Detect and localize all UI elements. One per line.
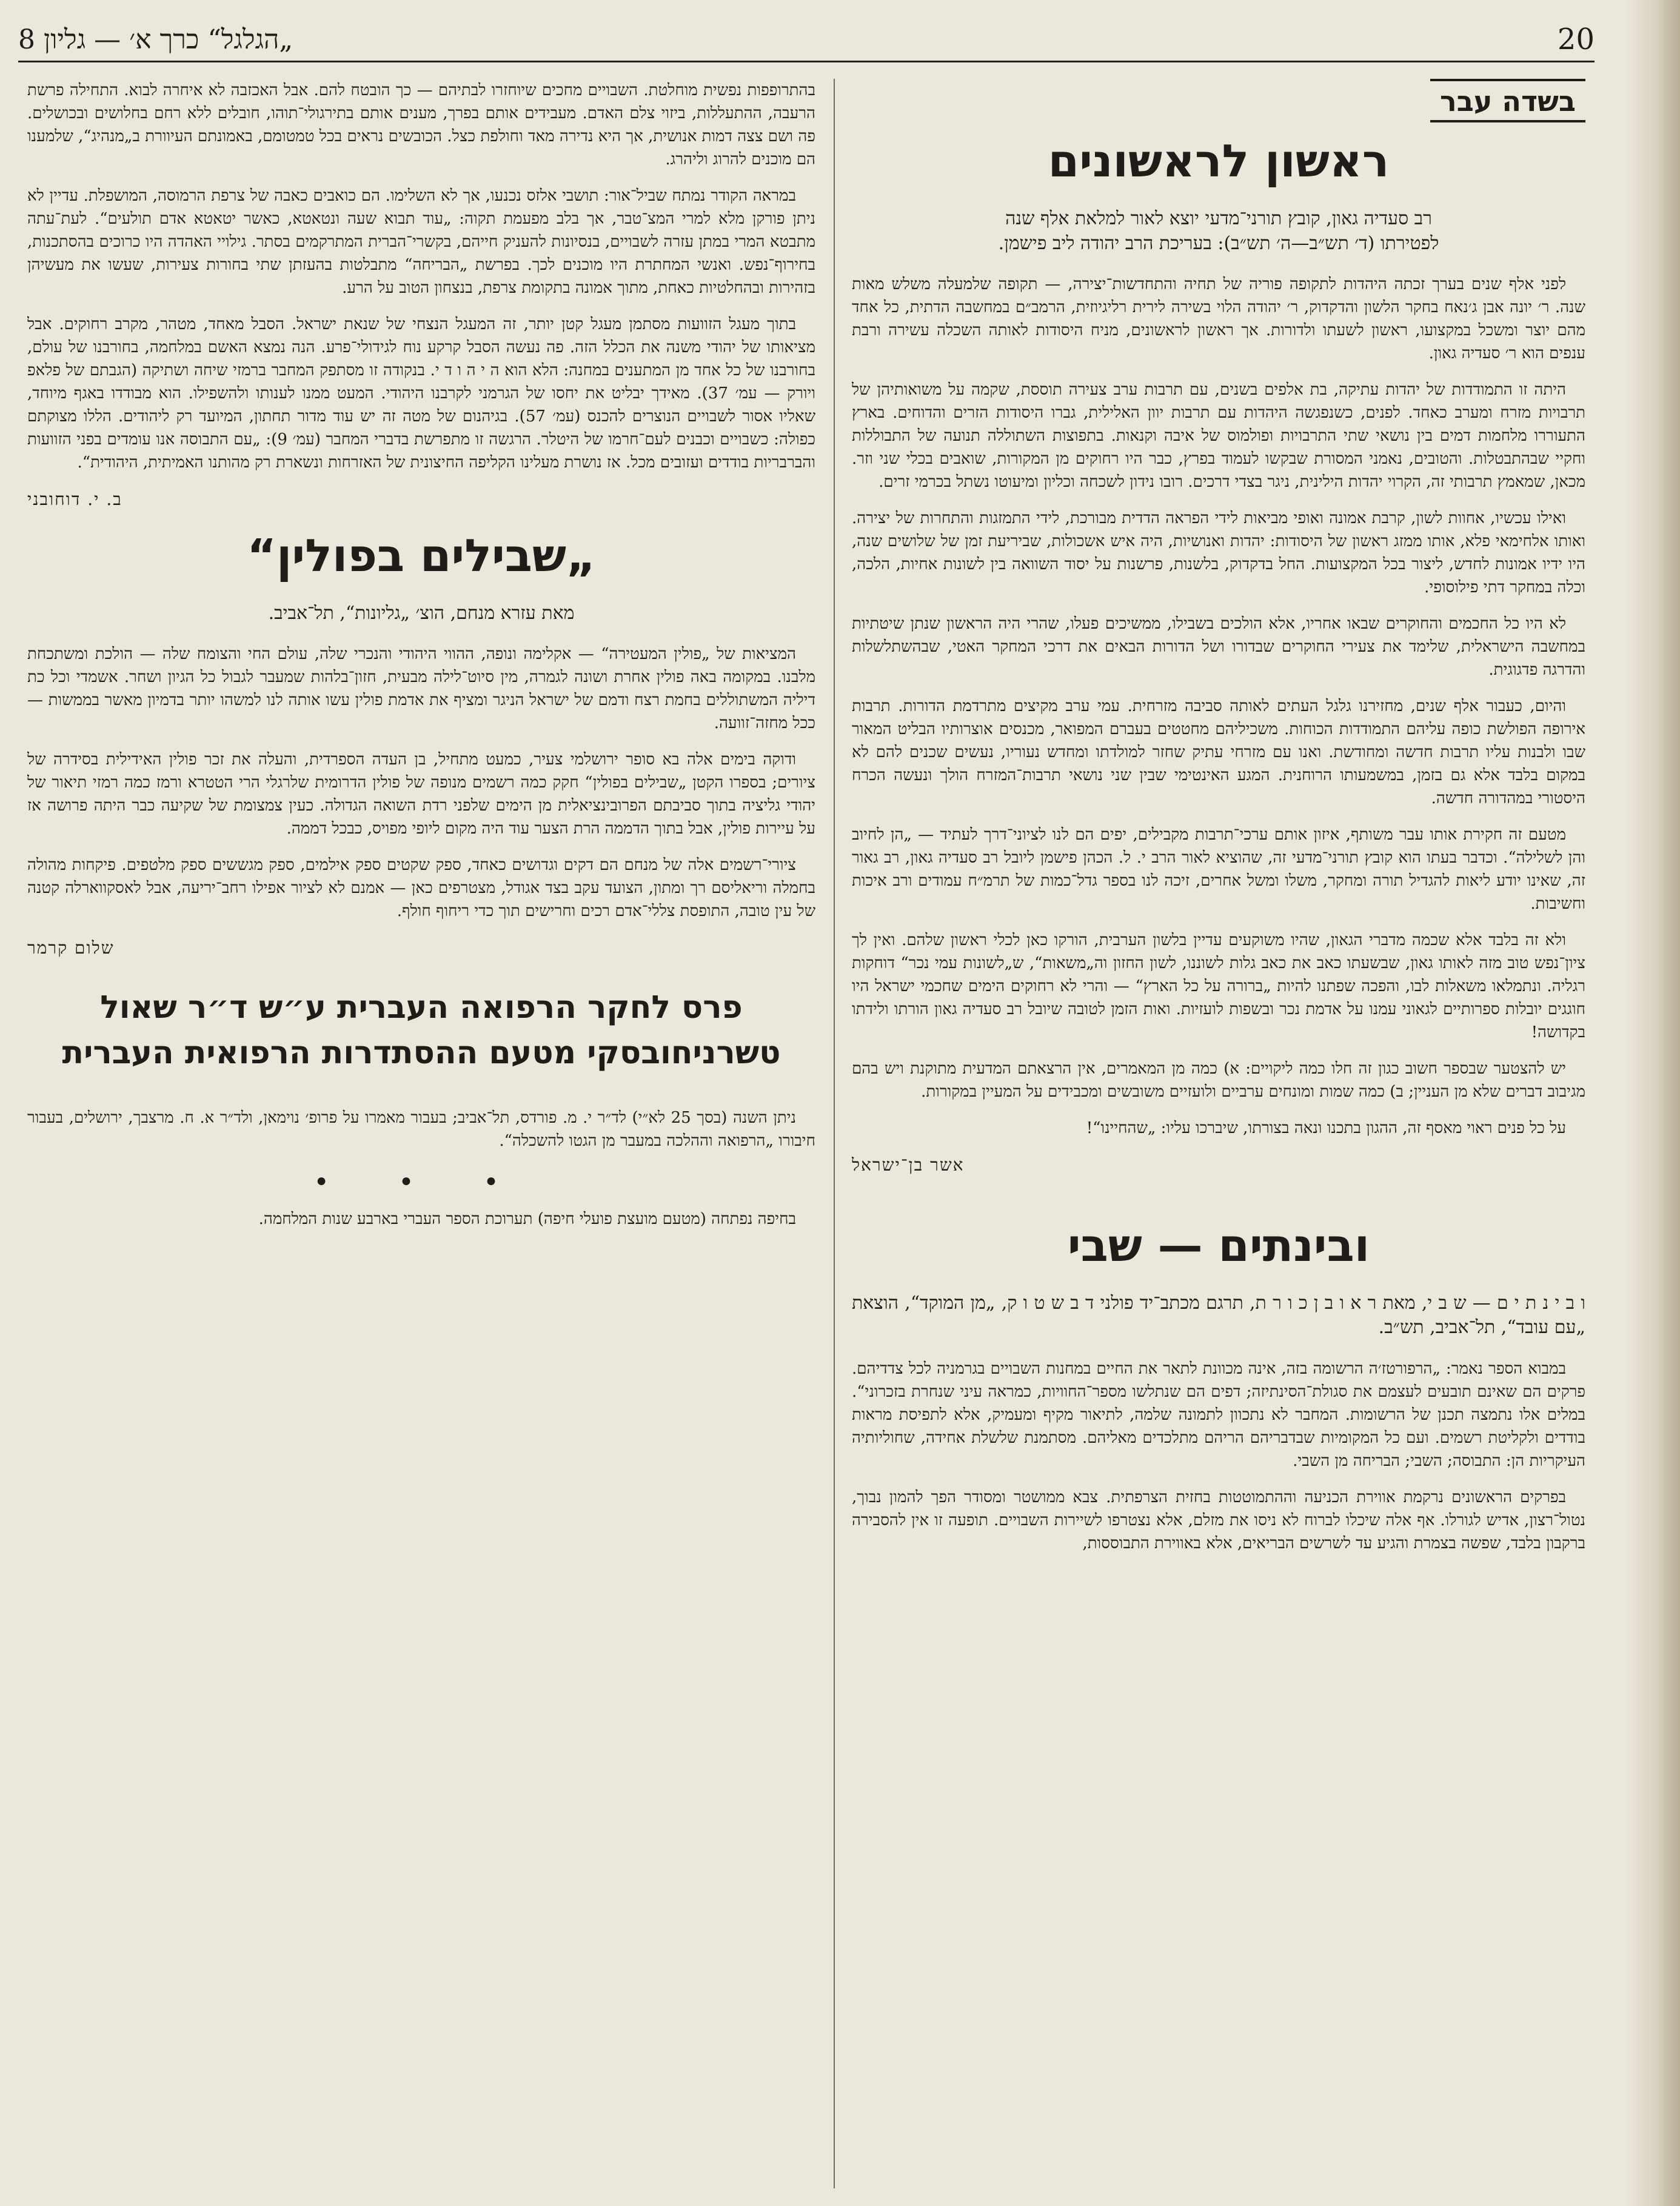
paragraph: בחיפה נפתחה (מטעם מועצת פועלי חיפה) תערוכת הספר העברי בארבע שנות המלחמה. (258, 1209, 796, 1228)
left-column (27, 79, 815, 2194)
paragraph: והיום, כעבור אלף שנים, מחזירנו גלגל העתים לאותה סביבה מזרחית. עמי ערב מקיצים מתרדמת הדורות. תרבות אירופה הפולשת כופה עליהם התמודדות הכוחות. משכיליהם מחטטים בעברם המפואר, מכנסים אוצרותיו הבליט המאור שבו ולבנות עליו תרבות חדשה ומחודשת. ואנו עם מזרחי עתיק שחזר למולדתו ומחדש נעוריו, נעשים שכנים להם לא במקום בלבד אלא גם בזמן, במשמעותו הרוחנית. המגע האינטימי שבין שני נושאי תרבות־המזרח הולך ונעשה הכרח היסטורי במהדורה חדשה. (852, 697, 1585, 808)
separator-dots: • • • (313, 1167, 529, 1198)
paragraph: לפני אלף שנים בערך זכתה היהדות לתקופה פוריה של תחיה והתחדשות־יצירה, — תקופה שלמעלה משלש מאות שנה. ר׳ יונה אבן ג׳נאח בחקר הלשון והדקדוק, ר׳ יהודה הלוי בשירה לירית רליגיוזית, הרמב״ם במחשבה הדתית, כל אחד מהם יוצר ומשכל במקצועו, ראשון לשעתו ולדורות. אך ראשון לראשונים, מניח היסודות לאותה השכלה עשירה ורבת ענפים הוא ר׳ סעדיה גאון. (852, 275, 1585, 363)
article-subtitle: לפטירתו (ד׳ תש״ב—ה׳ תש״ב): בעריכת הרב יהודה ליב פישמן. (998, 232, 1439, 254)
running-title: „הגלגל“ כרך א׳ — גליון 8 (18, 24, 293, 55)
paragraph: בפרקים הראשונים נרקמת אווירת הכניעה וההתמוטטות בחזית הצרפתית. צבא ממושטר ומסודר הפך להמון נבוך, נטול־רצון, אדיש לגורלו. אף אלה שיכלו לברוח לא ניסו את מזלם, אלא נצטרפו לשיירות השבויים. תופעה זו אין להסבירה ברקבון בלבד, שפשה בצמרת והגיע עד לשרשים הבריאים, אלא באווירת התבוססות, (852, 1488, 1585, 1553)
column-divider (834, 79, 835, 2188)
page-spine-shadow (1625, 0, 1680, 2206)
paragraph: על כל פנים ראוי מאסף זה, ההגון בתכנו ונאה בצורתו, שיברכו עליו: „שהחיינו“! (1086, 1119, 1566, 1138)
article-body-haifa (27, 1208, 815, 1231)
article-title-rishon: ראשון לראשונים (1048, 135, 1390, 187)
article-body-shevi-continued (27, 79, 815, 474)
article-title-shvilim: „שבילים בפולין“ (247, 529, 596, 582)
article-title-shevi: ובינתים — שבי (1067, 1219, 1370, 1272)
article-author: ב. י. דוחובני (27, 489, 122, 509)
paragraph: היתה זו התמודדות של יהדות עתיקה, בת אלפים בשנים, עם תרבות ערב צעירה תוססת, שקמה על משואותיהן של תרבויות מזרח ומערב כאחד. לפנים, כשנפגשה היהדות עם תרבות יוון האלילית, גברו היסודות הזרים והדוחים. בארץ התעוררו מלחמות דמים בין נושאי שתי התרבויות ופולמוס של איבה וקנאות. בתפוצות השתוללה תנועה של התבוללות וחקיי שבהתבטלות. והטובים, נאמני המסורת שבקשו לעמוד בפרץ, כבר היו רחוקים מן המקורות, שואבים בכלי שני וזר. מכאן, שמאמץ תרבותי זה, הקרוי יהדות הילינית, ניגר בצדי דרכים. רובו נידון לשכחה וכליון ומיעוטו נשתל בכרמי זרים. (852, 381, 1585, 492)
article-body-rishon (852, 273, 1585, 1140)
article-subtitle: מאת עזרא מנחם, הוצ׳ „גליונות“, תל־אביב. (268, 602, 575, 624)
paragraph: ודוקה בימים אלה בא סופר ירושלמי צעיר, כמעט מתחיל, בן העדה הספרדית, והעלה את זכר פולין האידילית בסידרה של ציורים; בספרו הקטן „שבילים בפולין“ חקק כמה רשמים מנופה של פולין הדרומית שלרגלי הרי הטטרא ורמז כמה רמזי תיאור של יהודי גליציה בתוך סביבתם הפרובינציאלית מן הימים שלפני רדת השואה הגדולה. כעין צמצומת של שקיעה כבר היתה פרושה אז על עיירות פולין, אבל בתוך הדממה הרת הצער עוד היה מקום ליופי מפויס, כבכל דממה. (27, 750, 815, 838)
paragraph: ואילו עכשיו, אחוות לשון, קרבת אמונה ואופי מביאות לידי הפראה הדדית מבורכת, לידי התמזגות והתחרות של יצירה. ואותו אלחימאי פלא, אותו ממזג ראשון של היסודות: יהדות ואנושיות, היה איש אשכולות, שביריעת זמן של שלושים שנה, היו ידיו אמונות לחדש, ליצור בכל המקצועות. החל בדקדוק, בלשנות, פרשנות על יסוד השוואה בין לשונות אחיות, הלכה, וכלה במחקר דתי פילוסופי. (852, 509, 1585, 597)
section-label: בשדה עבר (852, 79, 1585, 136)
paragraph: מטעם זה חקירת אותו עבר משותף, איזון אותם ערכי־תרבות מקבילים, יפים הם לנו לציוני־דרך לעתיד — „הן לחיוב והן לשלילה“. וכדבר בעתו הוא קובץ תורני־מדעי זה, שהוציא לאור הרב י. ל. הכהן פישמן ליובל רב סעדיה גאון, רב גאור זה, שאינו יודע ליאות להגדיל תורה ומחקר, משלו ומשל אחרים, זיכה לנו בספר גדל־כמות של תרמ״ח עמודים ורב איכות וחשיבות. (852, 826, 1585, 914)
article-author: שלום קרמר (27, 938, 115, 958)
article-body-prize (27, 1106, 815, 1152)
paragraph: במבוא הספר נאמר: „הרפורטז׳ה הרשומה בזה, אינה מכוונת לתאר את החיים במחנות השבויים בגרמניה לכל צדדיהם. פרקים הם שאינם תובעים לעצמם את סגולת־הסינתיזה; דפים הם שנתלשו מספר־החוויות, כמראה עיני שנחרת בזכרוני“. במלים אלו נתמצה תכנן של הרשומות. המחבר לא נתכוון לתמונה שלמה, לתיאור מקיף ומעמיק, אלא לתפיסת מראות בודדים ולקליטת רשמים. ועם כל המקומיות שבדבריהם הריהם מתלכדים מאליהם. מסתמנת שלשלת אחידה, שחוליותיה העיקריות הן: התבוסה; השבי; הבריחה מן השבי. (852, 1359, 1585, 1470)
right-column (852, 79, 1585, 2194)
article-author: אשר בן־ישראל (852, 1155, 965, 1175)
paragraph: יש להצטער שבספר חשוב כגון זה חלו כמה ליקויים: א) כמה מן המאמרים, אין הרצאתם המדעית מתוקנת ויש בהם מגיבוב דברים שלא מן העניין; ב) כמה שמות ומונחים ערביים ולועזיים משובשים ומכבידים על המעיין במקורות. (852, 1060, 1585, 1101)
page-header (18, 18, 1595, 62)
paragraph: ולא זה בלבד אלא שכמה מדברי הגאון, שהיו משוקעים עדיין בלשון הערבית, הורקו כאן לכלי ראשון שלהם. ואין לך ציון־נפש טוב מזה לאותו גאון, שבשעתו כאב את כאב גלות לשוננו, לשון החזון וה„משאות“, ש„לשונות עמי נכר“ דוחקות רגליה. ונתמלאו משאלות לבו, והפכה שפתנו להיות „ברורה על כל הארץ“ — והרי לא רחוקים הימים שחכמי ישראל היו חוגגים יובלות ספרותיים לגאוני עמנו על אדמת נכר ובשפות לועזיות. ואות הזמן לטובה שיובל רב סעדיה גאון הורתו ולידתו בקדושה! (852, 931, 1585, 1042)
paragraph: ניתן השנה (בסך 25 לא״י) לד״ר י. מ. פורדס, תל־אביב; בעבור מאמרו על פרופ׳ נוימאן, ולד״ר א. ח. מרצבך, ירושלים, בעבור חיבורו „הרפואה וההלכה במעבר מן הגטו להשכלה“. (27, 1109, 815, 1151)
article-body-shvilim (27, 643, 815, 923)
article-subtitle: רב סעדיה גאון, קובץ תורני־מדעי יוצא לאור למלאת אלף שנה (1005, 208, 1432, 230)
article-body-shevi (852, 1357, 1585, 1555)
paragraph: בתוך מעגל הזוועות מסתמן מעגל קטן יותר, זה המעגל הנצחי של שנאת ישראל. הסבל מאחד, מטהר, מקרב רחוקים. אבל מציאותו של יהודי משנה את הכלל הזה. פה נעשה הסבל קרקע נוח לגידולי־פרע. הנה נמצא האשם במלחמה, בחורבנו של עולם, בחורבנו של כל אחד מן המתענים במחנה: הלא הוא ה י ה ו ד י. בנקודה זו מסתפק המחבר ברמזי שיחה ושתיקה (הגבתם של פלאפ ויורק — עמ׳ 37). מאידך יבליט את יחסו של הגרמני לקרבנו היהודי. המעט ממנו לענותו ולהשפילו. הוא מבודדו באגף מיוחד, שאליו אסור לשבויים הנוצרים להכנס (עמ׳ 57). בגיהנום של מטה זה יש עוד מדור תחתון, המיועד רק ליהודים. הללו מצוקתם כפולה: כשבויים וכבנים לעם־חרמו של היטלר. הרגשה זו מתפרשת בדברי המחבר (עמ׳ 9): „עם התבוסה אנו עומדים בפני הזוועות והברבריות בודדים ועזובים מכל. אז נושרת מעלינו הקליפה החיצונית של האזרחות ונשארת רק מהותנו האמיתית, היהודית“. (27, 315, 815, 472)
paragraph: ציורי־רשמים אלה של מנחם הם דקים וגדושים כאחד, ספק שקטים ספק אילמים, ספק מגששים ספק מלטפים. פיקחות מהולה בחמלה וריאליסם רך ומתון, הצועד עקב בצד אגודל, מצטרפים כאן — אמנם לא לציור אפילו רחב־יריעה, אבל לאסקווארלה קטנה של עין טובה, התופסת צללי־אדם רכים וחרישים תוך כדי ריחוף חולף. (27, 856, 815, 921)
paragraph: המציאות של „פולין המעטירה“ — אקלימה ונופה, ההווי היהודי והנכרי שלה, עולם החי והצומח שלה — הולכת ומשתכחת מלבנו. במקומה באה פולין אחרת ושונה לגמרה, מין סיוט־לילה מבעית, חזון־בלהות שמעבר לגבול כל הגיון ושחר. אשמדי וכל כת דיליה המשתוללים בחמת רצח ודמם של ישראל הניגר ומציף את אדמת פולין עשו אותה לנו למשהו יותר בדמיון מאשר בממשות — ככל מחזה־זוועה. (27, 645, 815, 733)
paragraph: במראה הקודר נמתח שביל־אור: תושבי אלזס נכנעו, אך לא השלימו. הם כואבים כאבה של צרפת הרמוסה, המושפלת. עדיין לא ניתן פורקן מלא למרי המצ־טבר, אך בלב מפעמת תקוה: „עוד תבוא שעה ונטאטא, כאשר יטאטא אדם תולעים“. לעת־עתה מתבטא המרי במתן עזרה לשבויים, בנסיונות להעניק חייהם, בקשרי־הברית המתרקמים בסתר. גילויי האהדה היו כרוכים בהסתכנות, בחירוף־נפש. ואנשי המחתרת היו מוכנים לכך. בפרשת „הבריחה“ מתבלטות בהעזתן שתי בחורות צעירות, שעשו את מעשיהן בזהירות ובהחלטיות כאחת, מתוך אמונה בתקומת צרפת, בנצחון הטוב על הרע. (27, 187, 815, 297)
article-title-prize: פרס לחקר הרפואה העברית ע״ש ד״ר שאול טשרניחובסקי מטעם ההסתדרות הרפואית העברית (62, 989, 781, 1071)
paragraph: לא היו כל החכמים והחוקרים שבאו אחריו, אלא הולכים בשבילו, ממשיכים פעלו, שהרי היה הראשון שנתן שיטתיות במחשבה הישראלית, שלימד את צעירי החוקרים שבדורו ושל הדורות הבאים את דרכי המחקר האטי, שבהשתלשלות והדרגה פדגוגית. (852, 615, 1585, 680)
paragraph: בהתרופפות נפשית מוחלטת. השבויים מחכים שיוחזרו לבתיהם — כך הובטח להם. אבל האכזבה לא איחרה לבוא. התחילה פרשת הרעבה, ההתעללות, ביזוי צלם האדם. מעבידים אותם בפרך, מענים אותם בתירגולי־תוהו, חובלים ללא רחם בחלושים ובכושלים. פה ושם צצה דמות אנושית, אך היא נדירה מאד וחולפת כצל. הכובשים נראים בכל טמטומם, באמונתם העיוורת ב„מנהיג“, שלמענו הם מוכנים להרוג וליהרג. (27, 81, 815, 169)
article-subtitle: ו ב י נ ת י ם — ש ב י, מאת ר א ו ב ן כ ו ר ת, תרגם מכתב־יד פולני ד ב ש ט ו ק, „מן המוקד“, הוצאת „עם עובד“, תל־אביב, תש״ב. (852, 1292, 1585, 1339)
page-number: 20 (1557, 22, 1595, 56)
